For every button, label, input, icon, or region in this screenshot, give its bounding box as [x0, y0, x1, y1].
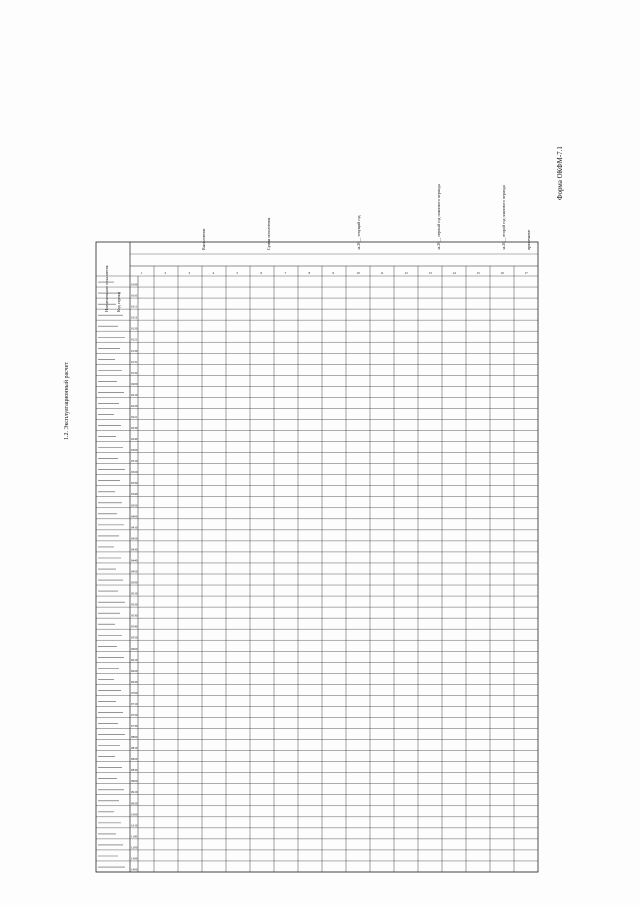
row-code: 0900	[131, 779, 138, 784]
column-number: 12	[404, 271, 408, 275]
row-code: 0810	[131, 746, 138, 751]
row-code: 0450	[131, 569, 138, 574]
row-code: 0600	[131, 646, 138, 651]
row-code: 1100	[131, 834, 138, 839]
row-code: 0620	[131, 668, 138, 673]
column-number: 11	[380, 271, 384, 275]
row-code: 0330	[131, 481, 138, 486]
row-code: 0700	[131, 690, 138, 695]
row-code: 0310	[131, 459, 138, 464]
row-code: 0112	[131, 315, 138, 320]
section-title: 1.2. Эксплуатационный расчет	[64, 362, 70, 440]
row-code: 0210	[131, 392, 138, 397]
row-code: 0630	[131, 679, 138, 684]
column-number: 13	[428, 271, 432, 275]
column-number: 17	[524, 271, 528, 275]
row-code: 0530	[131, 613, 138, 618]
row-code: 0130	[131, 348, 138, 353]
row-code: 0430	[131, 547, 138, 552]
row-code: 0820	[131, 757, 138, 762]
row-code: 0910	[131, 790, 138, 795]
row-code: 0340	[131, 492, 138, 497]
column-number: 10	[356, 271, 360, 275]
row-code: 0100	[131, 282, 138, 287]
column-group-label: за 20__ текущий год	[356, 215, 361, 250]
column-number: 16	[500, 271, 504, 275]
row-code: 0420	[131, 536, 138, 541]
column-number: 6	[260, 271, 263, 275]
row-code: 0221	[131, 414, 138, 419]
row-code: 0540	[131, 624, 138, 629]
row-code: 0830	[131, 768, 138, 773]
row-code: 1400	[131, 867, 138, 872]
row-code: 0350	[131, 503, 138, 508]
row-code: 0110	[131, 293, 138, 298]
row-code: 0220	[131, 403, 138, 408]
table-frame	[96, 242, 538, 872]
row-code: 0111	[131, 304, 138, 309]
column-group-label: за 20__ второй год планового периода	[501, 185, 506, 250]
column-number: 4	[212, 271, 215, 275]
column-number: 15	[476, 271, 480, 275]
column-number: 5	[236, 271, 239, 275]
row-code: 0500	[131, 580, 138, 585]
row-code: 0121	[131, 337, 138, 342]
row-code: 0300	[131, 448, 138, 453]
row-code: 0440	[131, 558, 138, 563]
row-code: 0410	[131, 525, 138, 530]
column-number: 1	[140, 271, 143, 275]
row-code: 0120	[131, 326, 138, 331]
row-code: 0720	[131, 712, 138, 717]
column-number: 9	[332, 271, 335, 275]
head-code-label: Код строки	[116, 292, 121, 312]
row-code: 1300	[131, 856, 138, 861]
column-number: 3	[188, 271, 191, 275]
row-code: 0240	[131, 437, 138, 442]
row-code: 0400	[131, 514, 138, 519]
column-number: 2	[164, 271, 167, 275]
column-number: 7	[284, 271, 287, 275]
row-code: 0230	[131, 426, 138, 431]
row-code: 0610	[131, 657, 138, 662]
row-code: 0550	[131, 635, 138, 640]
row-code: 0730	[131, 724, 138, 729]
row-code: 0510	[131, 591, 138, 596]
row-code: 0800	[131, 735, 138, 740]
form-code: Форма ОКФМ-7.1	[556, 146, 564, 200]
row-code: 0710	[131, 701, 138, 706]
row-code: 0200	[131, 381, 138, 386]
row-code: 0320	[131, 470, 138, 475]
row-code: 0520	[131, 602, 138, 607]
row-code: 0131	[131, 359, 138, 364]
row-code: 0132	[131, 370, 138, 375]
row-code: 1010	[131, 823, 138, 828]
column-group-label: Сумма исполнения	[266, 217, 271, 250]
column-group-label: примечание	[526, 229, 531, 250]
column-group-label: за 20__ первый год планового периода	[436, 184, 441, 250]
row-code: 1200	[131, 845, 138, 850]
column-group-label: Выполнение	[201, 228, 206, 250]
row-code: 0920	[131, 801, 138, 806]
row-code: 1000	[131, 812, 138, 817]
head-name-label: Наименование показателя	[104, 265, 109, 312]
column-number: 14	[452, 271, 456, 275]
column-number: 8	[308, 271, 311, 275]
